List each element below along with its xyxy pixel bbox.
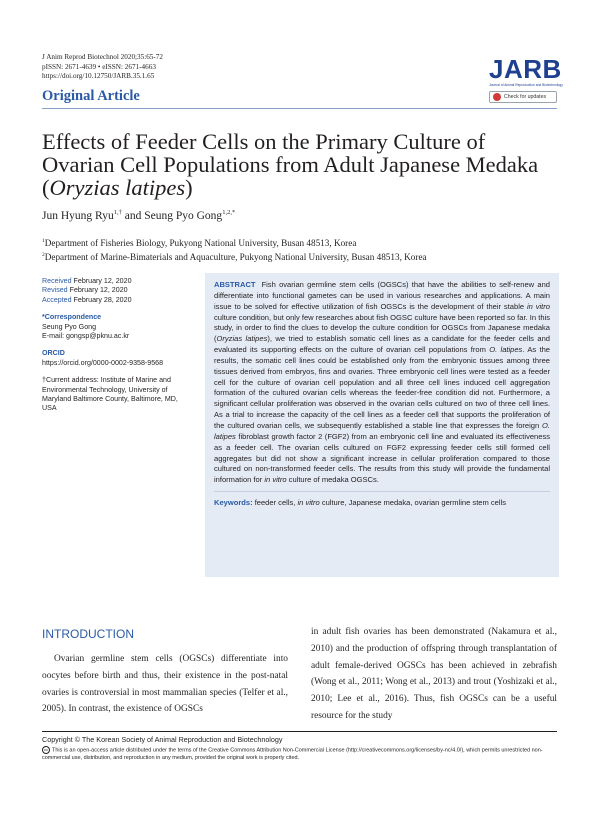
affiliation-text: Department of Marine-Bimaterials and Aquaculture, Pukyong National University, Busan 48513, Korea [44, 251, 427, 262]
article-sidebar [42, 277, 192, 414]
received-value: February 12, 2020 [71, 277, 132, 285]
affiliation-text: Department of Fisheries Biology, Pukyong National University, Busan 48513, Korea [44, 238, 357, 249]
accepted-value: February 28, 2020 [71, 295, 132, 304]
check-updates-icon [493, 93, 501, 101]
check-updates-label: Check for updates [504, 94, 547, 100]
abstract-divider [214, 491, 550, 492]
correspondence-name: Seung Pyo Gong [42, 322, 97, 331]
accepted-label: Accepted [42, 295, 72, 304]
journal-meta [42, 53, 163, 82]
correspondence-email[interactable]: E-mail: gongsp@pknu.ac.kr [42, 332, 130, 341]
journal-doi-link[interactable]: https://doi.org/10.12750/JARB.35.1.65 [42, 72, 155, 81]
abstract-run: Fish ovarian germline stem cells (OGSCs) that have the abilities to self-renew and differentiate into functional gametes can be used in various researches and applications. A main issue to be solved for effective utilization of fish OGSCs is the development of their stable [214, 280, 550, 311]
affiliations [42, 236, 427, 263]
keywords-run: feeder cells, [252, 498, 298, 508]
affiliation-line [42, 236, 427, 250]
keywords-run: culture, Japanese medaka, ovarian germline stem cells [319, 498, 506, 508]
title-main: Effects of Feeder Cells on the Primary Culture of Ovarian Cell Populations from Adult Japanese Medaka ( [42, 129, 539, 200]
introduction-left-column: Ovarian germline stem cells (OGSCs) differentiate into oocytes before birth and thus, their existence in the post-natal ovaries is controversial in most mammalian species (Telfer et al., 2005). In contrast, the existence of OGSCs [42, 654, 288, 715]
abstract-italic: O. latipes [214, 420, 550, 441]
abstract-text [214, 280, 550, 486]
abstract-run: . As the results, the somatic cell lines could be established only from the embryonic tissues among three tissues derived from embryos, fins and ovaries. Three embryonic cell lines were tested as a feeder cell for the culture of ovarian cell population and all three cell lines induced cell aggregation formation of the cultured ovarian cells whereas the feeder-free condition did not. Furthermore, a significant cellular proliferation was observed in the ovarian cells cultured on two of three cell lines. As a trial to increase the capacity of the cell lines as a feeder cell that supports the proliferation of the cultured ovarian cells, we subsequently established a stable line that expresses the foreign [214, 345, 550, 430]
keywords [214, 498, 550, 508]
introduction-right-column: in adult fish ovaries has been demonstrated (Nakamura et al., 2010) and the production of offspring through transplantation of adult female-derived OGSCs has been achieved in zebrafish (Wong et al., 2011; Wong et al., 2013) and trout (Yoshizaki et al., 2010; Lee et al., 2016). Thus, fish OGSCs can be a useful resource for the study [311, 627, 557, 721]
logo-tagline: Journal of Animal Reproduction and Biotechnology [489, 83, 563, 87]
abstract-italic: O. latipes [489, 345, 523, 355]
article-title [42, 130, 562, 199]
license-text: This is an open-access article distributed under the terms of the Creative Commons Attribution Non-Commercial License (http://creativecommons.org/licenses/by-nc/4.0/), which permits unrestricted non-commercial use, distribution, and reproduction in any medium, provided the original work is properly cited. [42, 747, 543, 761]
license-notice [42, 746, 562, 762]
abstract-box [205, 273, 559, 577]
abstract-run: fibroblast growth factor 2 (FGF2) from an embryonic cell line and evaluated its effectiveness as a feeder cell. The ovarian cells cultured on FGF2 expressing feeder cells still formed cell aggregates but did not show a significant increase in cellular proliferation compared to those cultured on non-transformed feeder cells. The results from this study will provide the fundamental information for [214, 431, 550, 485]
copyright-notice: Copyright © The Korean Society of Animal Reproduction and Biotechnology [42, 735, 283, 744]
orcid-link[interactable]: https://orcid.org/0000-0002-9358-9568 [42, 358, 164, 367]
author-name: Seung Pyo Gong [144, 209, 223, 222]
revised-date [42, 286, 192, 295]
revised-value: February 12, 2020 [67, 286, 128, 295]
title-species: Oryzias latipes [49, 175, 186, 200]
author-name: Jun Hyung Ryu [42, 209, 114, 222]
affiliation-line [42, 250, 427, 264]
creative-commons-icon: cc [44, 747, 48, 752]
abstract-italic: in vitro [526, 301, 550, 311]
abstract-run: culture of medaka OGSCs. [286, 475, 379, 485]
revised-label: Revised [42, 286, 68, 295]
check-for-updates-button[interactable] [489, 91, 557, 103]
footer-divider [42, 731, 557, 732]
header-divider [42, 108, 557, 109]
journal-citation: J Anim Reprod Biotechnol 2020;35:65-72 [42, 53, 163, 61]
abstract-italic: Oryzias latipes [216, 334, 268, 344]
title-close: ) [185, 175, 193, 200]
author-conjunction: and [121, 209, 145, 222]
keywords-italic: in vitro [297, 498, 320, 508]
received-label: Received [42, 277, 72, 285]
author-list [42, 209, 235, 222]
journal-logo [489, 54, 563, 103]
author-superscript: 1,2,* [222, 209, 236, 216]
current-address-note: †Current address: Institute of Marine and Environmental Technology, University of Maryland Baltimore County, Baltimore, MD, USA [42, 376, 178, 413]
abstract-run: culture condition, but only few researches about fish OGSC culture have been reported so far. In this study, in order to find the clues to develop the culture condition for OGSCs from Japanese medaka ( [214, 312, 550, 344]
introduction-heading: INTRODUCTION [42, 627, 134, 641]
correspondence-heading: *Correspondence [42, 313, 102, 322]
accepted-date [42, 296, 192, 305]
abstract-run: ), we tried to establish somatic cell lines as a candidate for the feeder cells and evaluated its supporting effects on the culture of ovarian cell populations from [214, 334, 550, 355]
received-date [42, 277, 192, 286]
abstract-heading: ABSTRACT [214, 280, 256, 289]
logo-wordmark: JARB [489, 54, 562, 84]
keywords-heading: Keywords: [214, 498, 253, 508]
affiliation-number: 2 [42, 251, 45, 258]
affiliation-number: 1 [42, 238, 45, 244]
orcid-heading: ORCID [42, 349, 65, 358]
author-superscript: 1,† [113, 209, 122, 216]
abstract-italic: in vitro [264, 475, 287, 485]
journal-issn: pISSN: 2671-4639 • eISSN: 2671-4663 [42, 62, 156, 71]
article-type: Original Article [42, 88, 140, 104]
